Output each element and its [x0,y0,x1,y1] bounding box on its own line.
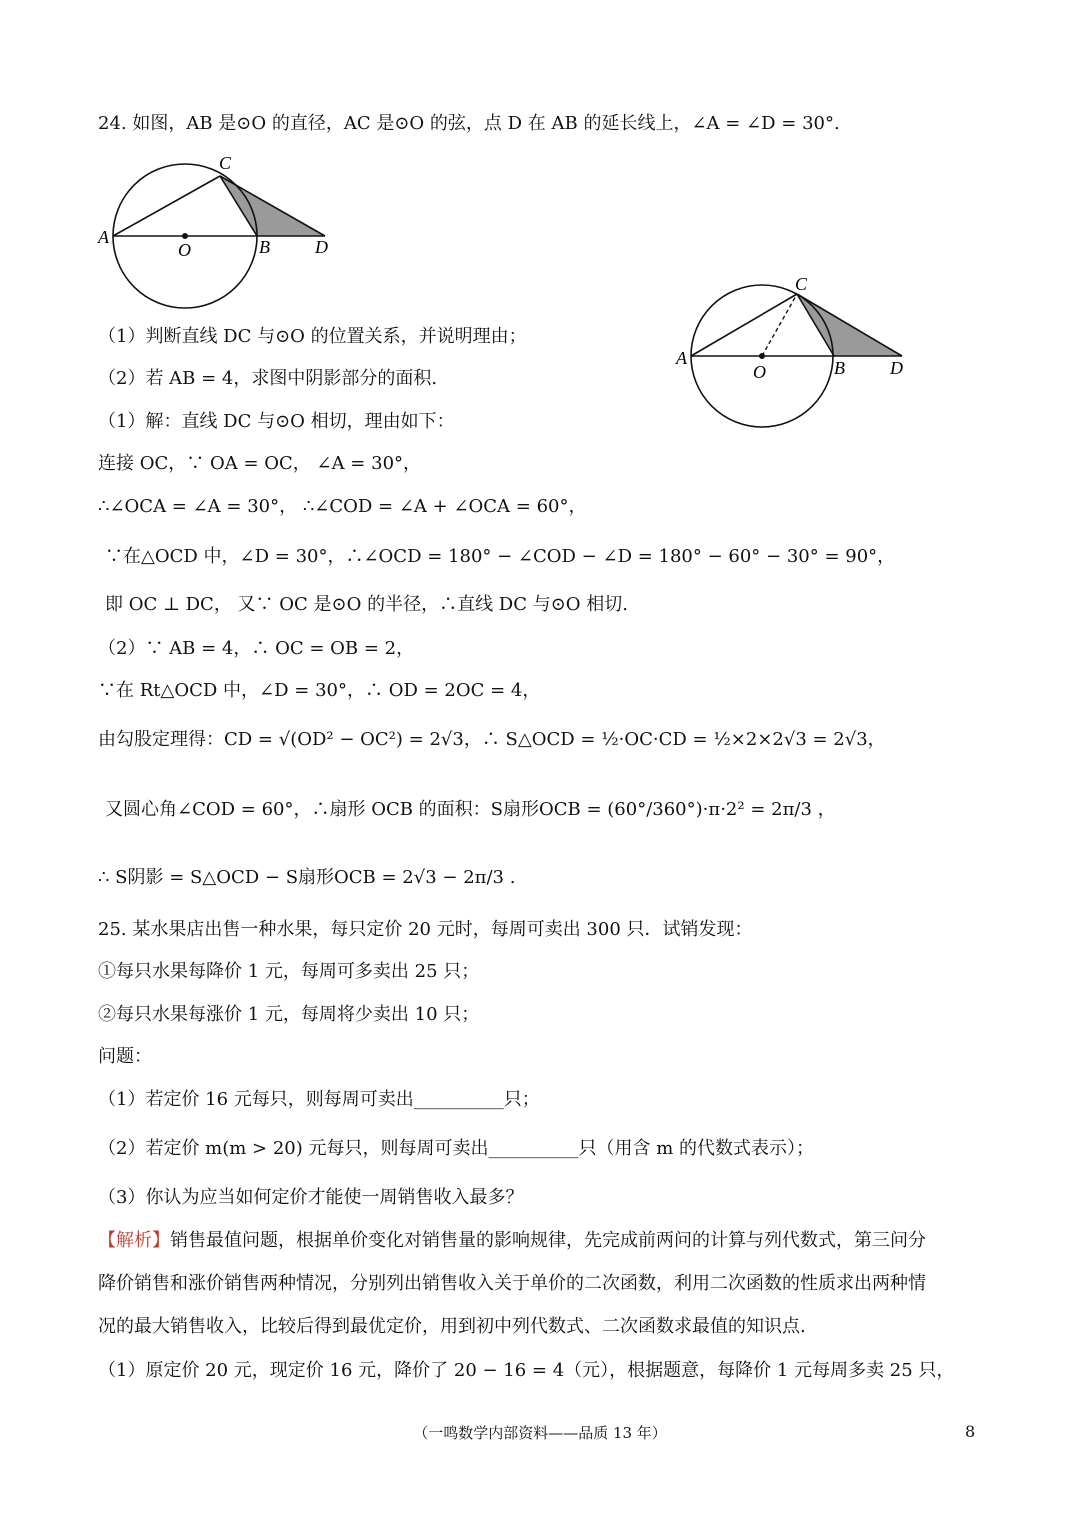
q24-stem: 24. 如图，AB 是⊙O 的直径，AC 是⊙O 的弦，点 D 在 AB 的延长线上，∠A = ∠D = 30°. [98,113,840,134]
page-footer: （一鸣数学内部资料——品质 13 年） [413,1424,667,1442]
q24-solution-line-4: ∵在△OCD 中，∠D = 30°，∴∠OCD = 180° − ∠COD − ∠D = 180° − 60° − 30° = 90°， [105,546,896,567]
q24-solution-line-10: ∴ S阴影 = S△OCD − S扇形OCB = 2√3 − 2π/3 . [98,867,516,888]
figure-1-label-O: O [178,240,191,260]
q25-part2: （2）若定价 m(m > 20) 元每只，则每周可卖出__________只（用含 m 的代数式表示）； [98,1138,815,1159]
q25-analysis-line-3: 况的最大销售收入，比较后得到最优定价，用到初中列代数式、二次函数求最值的知识点. [98,1316,806,1337]
figure-2-label-B: B [834,358,845,378]
figure-1-label-D: D [315,237,328,257]
q24-solution-line-5: 即 OC ⊥ DC， 又∵ OC 是⊙O 的半径，∴直线 DC 与⊙O 相切. [105,594,629,615]
q24-solution-line-2: 连接 OC，∵ OA = OC， ∠A = 30°， [98,453,422,474]
figure-2-line-OC-dashed [762,294,797,356]
q24-solution-line-3: ∴∠OCA = ∠A = 30°， ∴∠COD = ∠A + ∠OCA = 60°， [98,496,587,517]
q25-stem: 25. 某水果店出售一种水果，每只定价 20 元时，每周可卖出 300 只．试销发现： [98,919,753,940]
figure-1-center-dot [182,233,188,239]
q24-solution-line-1: （1）解：直线 DC 与⊙O 相切，理由如下： [98,411,455,432]
q25-analysis-line-2: 降价销售和涨价销售两种情况，分别列出销售收入关于单价的二次函数，利用二次函数的性质求出两种情 [98,1273,926,1294]
q24-part1: （1）判断直线 DC 与⊙O 的位置关系，并说明理由； [98,326,527,347]
figure-1-line-AC [113,176,220,236]
figure-2-circle [672,270,912,440]
figure-2-center-dot [759,353,765,359]
figure-2-label-A: A [676,348,687,368]
q24-solution-line-9: 又圆心角∠COD = 60°，∴扇形 OCB 的面积：S扇形OCB = (60°/360°)·π·2² = 2π/3 ， [105,799,836,820]
q24-solution-line-7: ∵在 Rt△OCD 中，∠D = 30°，∴ OD = 2OC = 4， [98,680,541,701]
q25-questions-heading: 问题： [98,1046,152,1067]
figure-2-label-C: C [795,274,808,294]
q25-part3: （3）你认为应当如何定价才能使一周销售收入最多？ [98,1187,524,1208]
figure-1-label-C: C [219,153,232,173]
q25-part1: （1）若定价 16 元每只，则每周可卖出__________只； [98,1089,540,1110]
q24-part2: （2）若 AB = 4，求图中阴影部分的面积. [98,368,438,389]
q25-analysis-line-1 [98,1229,926,1253]
figure-1-circle [95,148,355,318]
analysis-tag: 【解析】 [98,1230,170,1251]
figure-1-label-B: B [259,237,270,257]
figure-2-line-AC [691,294,797,356]
q25-answer-line-1: （1）原定价 20 元，现定价 16 元，降价了 20 − 16 = 4（元），根据题意，每降价 1 元每周多卖 25 只， [98,1360,955,1381]
q24-solution-line-8: 由勾股定理得：CD = √(OD² − OC²) = 2√3，∴ S△OCD = ½·OC·CD = ½×2×2√3 = 2√3， [98,729,886,750]
q25-rule-1: ①每只水果每降价 1 元，每周可多卖出 25 只； [98,961,480,982]
figure-2-label-D: D [890,358,903,378]
q24-solution-line-6: （2）∵ AB = 4，∴ OC = OB = 2， [98,638,415,659]
figure-1-label-A: A [98,227,109,247]
q25-rule-2: ②每只水果每涨价 1 元，每周将少卖出 10 只； [98,1004,480,1025]
analysis-text-1: 销售最值问题，根据单价变化对销售量的影响规律，先完成前两问的计算与列代数式，第三问分 [170,1230,926,1251]
page-number: 8 [965,1422,976,1441]
figure-2-label-O: O [753,362,766,382]
